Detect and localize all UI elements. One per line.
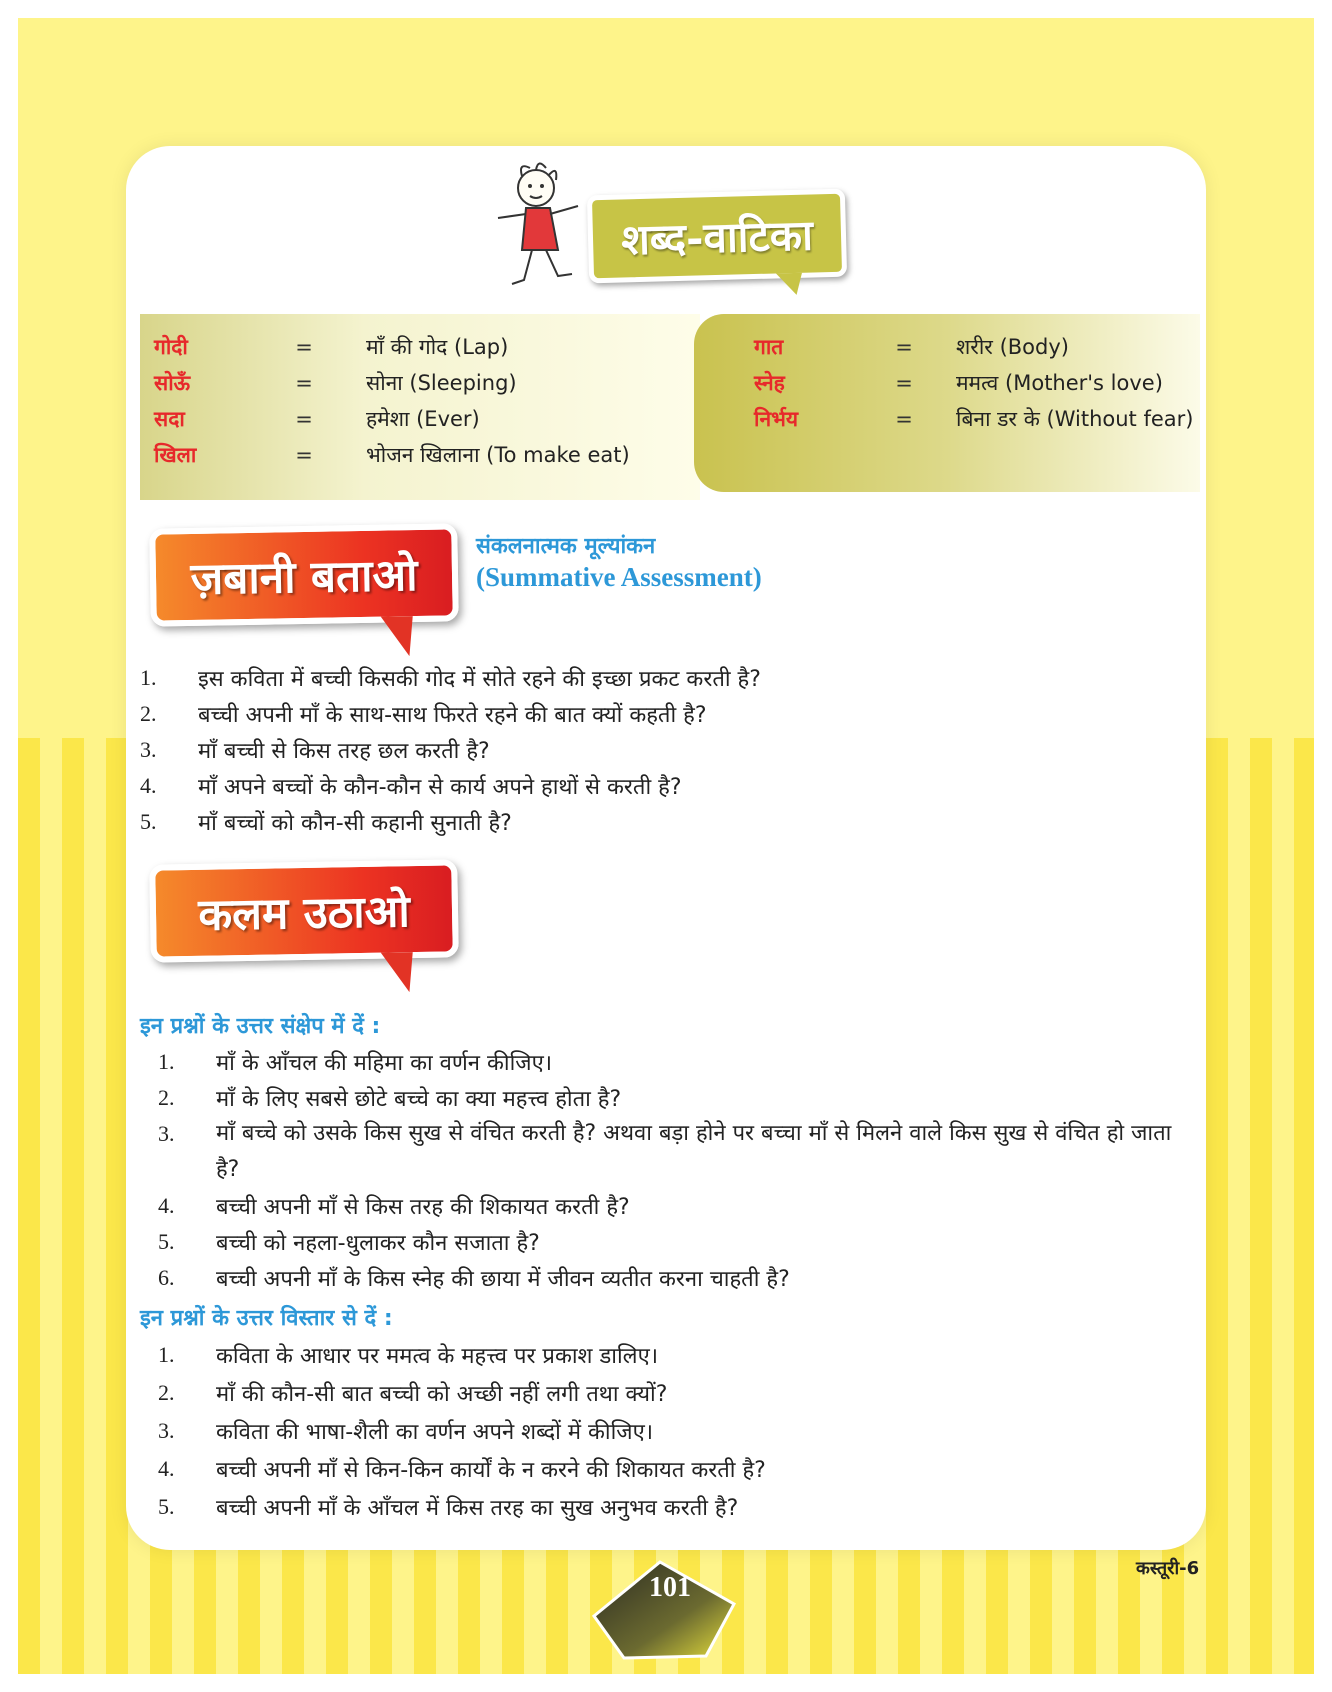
- vocab-meaning: शरीर (Body): [956, 335, 1069, 359]
- question-number: 1.: [158, 1049, 175, 1074]
- short-question-list: [158, 1044, 1188, 1296]
- list-item: [158, 1044, 1188, 1080]
- question-number: 5.: [158, 1229, 175, 1254]
- vocab-meaning: बिना डर के (Without fear): [956, 407, 1194, 431]
- vocab-equals: =: [295, 407, 313, 431]
- vocab-equals: =: [895, 407, 913, 431]
- badge-tail: [381, 616, 414, 657]
- vocab-word: सोऊँ: [154, 371, 191, 395]
- list-item: [158, 1336, 766, 1374]
- question-text: बच्ची अपनी माँ से किस तरह की शिकायत करती है?: [216, 1195, 630, 1220]
- vocab-row: [154, 402, 480, 436]
- written-section-badge: [149, 859, 459, 962]
- question-number: 5.: [158, 1494, 175, 1519]
- list-item: [140, 660, 761, 696]
- question-text: माँ बच्चों को कौन-सी कहानी सुनाती है?: [198, 811, 512, 836]
- vocab-word: स्नेह: [754, 371, 785, 395]
- question-number: 2.: [158, 1085, 175, 1110]
- list-item: [158, 1450, 766, 1488]
- question-number: 4.: [140, 773, 157, 798]
- vocab-row: [154, 438, 630, 472]
- list-item: [158, 1488, 766, 1526]
- list-item: [158, 1412, 766, 1450]
- vocab-meaning: हमेशा (Ever): [366, 407, 480, 431]
- vocab-word: गात: [754, 335, 784, 359]
- question-number: 3.: [158, 1121, 175, 1146]
- list-item: [140, 732, 761, 768]
- vocab-word: निर्भय: [754, 407, 799, 431]
- list-item: [158, 1224, 1188, 1260]
- question-text: माँ बच्चे को उसके किस सुख से वंचित करती है? अथवा बड़ा होने पर बच्चा माँ से मिलने वाले किस सुख से वंचित हो जाता है?: [216, 1121, 1172, 1182]
- list-item: [158, 1116, 1188, 1188]
- list-item: [158, 1374, 766, 1412]
- vocab-section-title: शब्द-वाटिका: [620, 209, 814, 265]
- question-text: इस कविता में बच्ची किसकी गोद में सोते रहने की इच्छा प्रकट करती है?: [198, 667, 761, 692]
- question-text: माँ अपने बच्चों के कौन-कौन से कार्य अपने हाथों से करती है?: [198, 775, 682, 800]
- list-item: [140, 696, 761, 732]
- question-number: 4.: [158, 1456, 175, 1481]
- vocab-row: [754, 402, 1193, 436]
- question-text: बच्ची अपनी माँ के आँचल में किस तरह का सुख अनुभव करती है?: [216, 1496, 739, 1521]
- question-text: बच्ची अपनी माँ से किन-किन कार्यों के न करने की शिकायत करती है?: [216, 1458, 766, 1483]
- vocab-row: [154, 330, 508, 364]
- question-number: 3.: [158, 1418, 175, 1443]
- long-question-list: [158, 1336, 766, 1526]
- question-text: कविता के आधार पर ममत्व के महत्त्व पर प्रकाश डालिए।: [216, 1344, 659, 1369]
- question-text: माँ के आँचल की महिमा का वर्णन कीजिए।: [216, 1051, 553, 1076]
- question-number: 6.: [158, 1265, 175, 1290]
- list-item: [140, 804, 761, 840]
- question-number: 4.: [158, 1193, 175, 1218]
- list-item: [158, 1080, 1188, 1116]
- question-text: कविता की भाषा-शैली का वर्णन अपने शब्दों में कीजिए।: [216, 1420, 654, 1445]
- vocab-meaning: ममत्व (Mother's love): [956, 371, 1163, 395]
- question-text: माँ के लिए सबसे छोटे बच्चे का क्या महत्त्व होता है?: [216, 1087, 622, 1112]
- vocab-row: [154, 366, 517, 400]
- question-text: माँ बच्ची से किस तरह छल करती है?: [198, 739, 490, 764]
- page-number: 101: [649, 1572, 691, 1603]
- vocab-meaning: सोना (Sleeping): [366, 371, 517, 395]
- long-answer-heading: इन प्रश्नों के उत्तर विस्तार से दें :: [140, 1306, 393, 1331]
- vocab-equals: =: [295, 335, 313, 359]
- question-text: बच्ची अपनी माँ के साथ-साथ फिरते रहने की बात क्यों कहती है?: [198, 703, 707, 728]
- vocab-row: [754, 366, 1163, 400]
- question-number: 5.: [140, 809, 157, 834]
- short-answer-heading: इन प्रश्नों के उत्तर संक्षेप में दें :: [140, 1014, 381, 1039]
- assessment-hindi: संकलनात्मक मूल्यांकन: [476, 534, 656, 559]
- question-number: 1.: [158, 1342, 175, 1367]
- oral-question-list: [140, 660, 761, 840]
- question-text: बच्ची को नहला-धुलाकर कौन सजाता है?: [216, 1231, 540, 1256]
- list-item: [158, 1260, 1188, 1296]
- vocab-equals: =: [295, 443, 313, 467]
- badge-tail: [381, 952, 414, 993]
- oral-section-badge: [149, 523, 459, 626]
- question-text: माँ की कौन-सी बात बच्ची को अच्छी नहीं लगी तथा क्यों?: [216, 1382, 668, 1407]
- vocab-word: सदा: [154, 407, 185, 431]
- question-number: 1.: [140, 665, 157, 690]
- written-section-title: कलम उठाओ: [197, 886, 411, 941]
- vocab-equals: =: [895, 335, 913, 359]
- vocab-word: खिला: [154, 443, 197, 467]
- question-number: 2.: [158, 1380, 175, 1405]
- assessment-english: (Summative Assessment): [476, 562, 762, 592]
- question-text: बच्ची अपनी माँ के किस स्नेह की छाया में जीवन व्यतीत करना चाहती है?: [216, 1267, 790, 1292]
- vocab-row: [754, 330, 1069, 364]
- book-name: कस्तूरी-6: [1136, 1558, 1200, 1579]
- question-number: 3.: [140, 737, 157, 762]
- vocab-section-badge: [587, 189, 847, 284]
- vocab-equals: =: [295, 371, 313, 395]
- vocab-meaning: माँ की गोद (Lap): [366, 335, 509, 359]
- list-item: [140, 768, 761, 804]
- girl-illustration-icon: [488, 158, 598, 290]
- list-item: [158, 1188, 1188, 1224]
- oral-section-title: ज़बानी बताओ: [190, 550, 418, 605]
- question-number: 2.: [140, 701, 157, 726]
- vocab-equals: =: [895, 371, 913, 395]
- vocab-word: गोदी: [154, 335, 188, 359]
- vocab-meaning: भोजन खिलाना (To make eat): [366, 443, 630, 467]
